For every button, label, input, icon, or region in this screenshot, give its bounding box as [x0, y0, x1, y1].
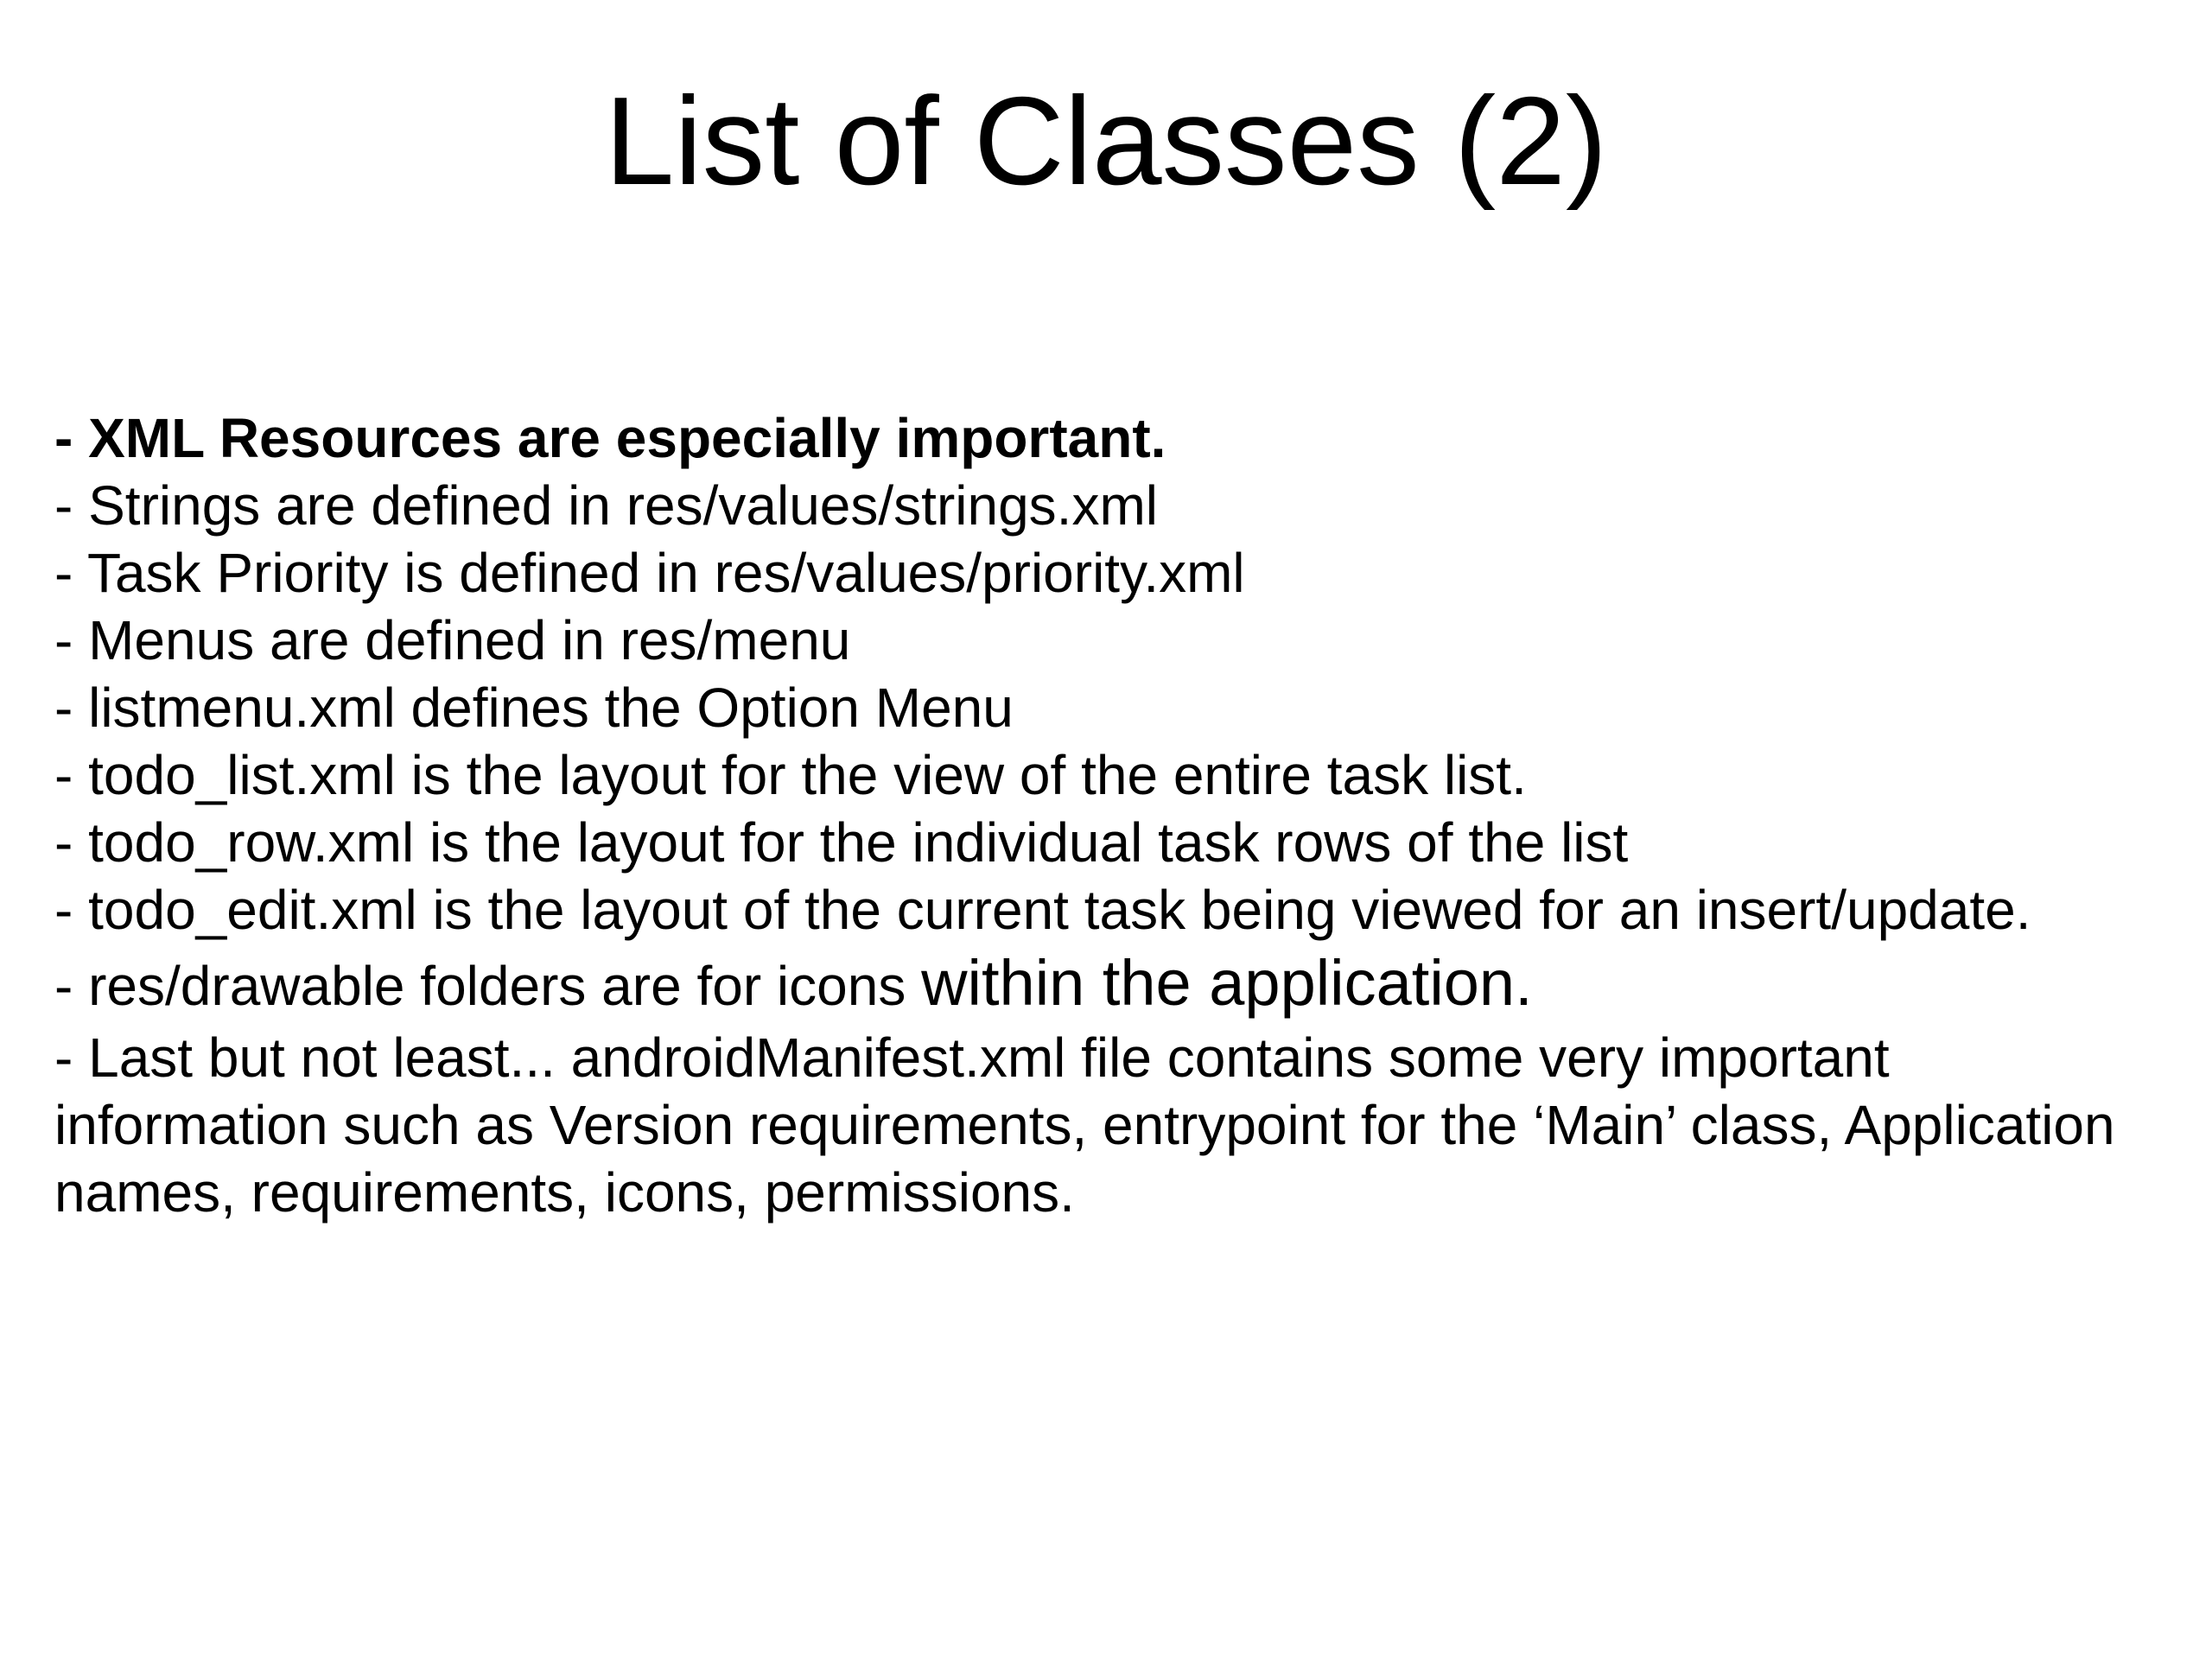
- bullet-drawable-part1: - res/drawable folders are for icons: [54, 955, 922, 1017]
- bullet-drawable-part2: within the application.: [921, 947, 1533, 1019]
- bullet-strings: - Strings are defined in res/values/strings.xml: [54, 474, 1158, 537]
- bullet-menus: - Menus are defined in res/menu: [54, 609, 851, 671]
- bullet-drawable: [54, 944, 2197, 1022]
- bullet-todo-edit: - todo_edit.xml is the layout of the current task being viewed for an insert/update.: [54, 879, 2031, 941]
- bullet-task-priority: - Task Priority is defined in res/values/priority.xml: [54, 542, 1245, 604]
- bullet-android-manifest: - Last but not least... androidManifest.xml file contains some very important information such as Version requirements, entrypoint for the ‘Main’ class, Application names, requirements, icons, permissions.: [54, 1027, 2115, 1224]
- slide-body: [54, 404, 2197, 1226]
- bullet-xml-resources: - XML Resources are especially important.: [54, 407, 1166, 469]
- bullet-todo-row: - todo_row.xml is the layout for the individual task rows of the list: [54, 811, 1629, 874]
- slide-title: List of Classes (2): [604, 71, 1608, 211]
- bullet-todo-list: - todo_list.xml is the layout for the view of the entire task list.: [54, 744, 1527, 806]
- bullet-listmenu: - listmenu.xml defines the Option Menu: [54, 677, 1014, 739]
